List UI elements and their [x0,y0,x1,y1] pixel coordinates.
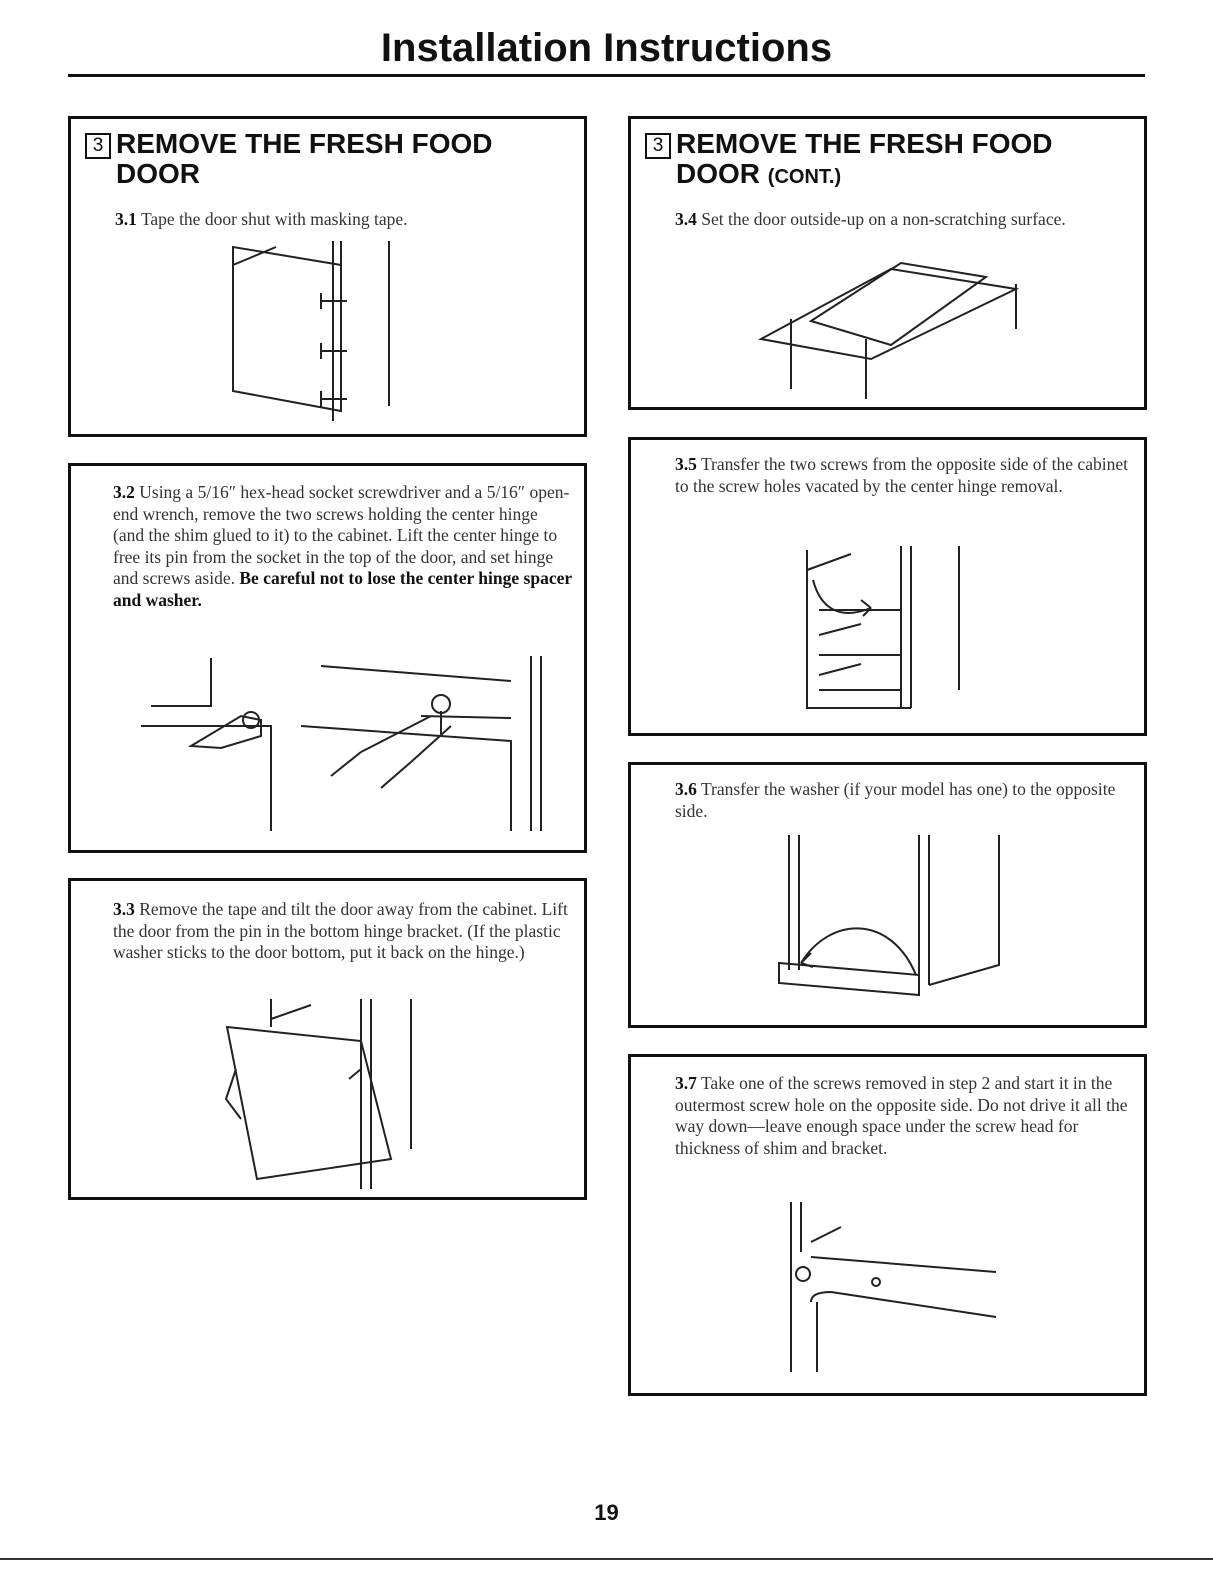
screw-transfer-illustration [801,540,1001,710]
door-tilted-illustration [221,999,441,1189]
panel-step-3-1 [68,116,587,437]
panel-step-3-7 [628,1054,1147,1396]
panel-step-3-6 [628,762,1147,1028]
panel-step-3-5 [628,437,1147,736]
panel-step-3-3 [68,878,587,1200]
step-text: Transfer the two screws from the opposite side of the cabinet to the screw holes vacated by the center hinge removal. [675,454,1128,496]
step-3-2 [113,482,573,611]
step-3-6 [675,779,1135,822]
step-number: 3.5 [675,454,697,474]
step-text: Remove the tape and tilt the door away from the cabinet. Lift the door from the pin in the bottom hinge bracket. (If the plastic washer sticks to the door bottom, put it back on the hinge.) [113,899,568,962]
step-number: 3.4 [675,209,697,229]
heading-line2: DOOR [116,158,200,189]
bottom-rule [0,1558,1213,1560]
step-badge: 3 [85,133,111,159]
step-badge: 3 [645,133,671,159]
section-heading-right [645,129,1052,192]
step-3-5 [675,454,1135,497]
step-text: Take one of the screws removed in step 2 and start it in the outermost screw hole on the opposite side. Do not drive it all the way down—leave enough space under the screw head for thickness of shim and bracket. [675,1073,1128,1158]
section-heading-left [85,129,492,189]
step-text: Tape the door shut with masking tape. [140,209,408,229]
heading-line1: REMOVE THE FRESH FOOD [676,128,1053,159]
heading-line2: DOOR [676,158,760,189]
page-number: 19 [594,1500,619,1525]
page-title: Installation Instructions [380,26,833,70]
step-text: Using a 5/16″ hex-head socket screwdriver and a 5/16″ open-end wrench, remove the two screws holding the center hinge (and the shim glued to it) to the cabinet. Lift the center hinge to free its pin from the socket in the top of the door, and set hinge and screws aside. [113,482,570,588]
heading-cont: (CONT.) [767,166,842,188]
step-warning: Be careful not to lose the center hinge spacer and washer. [113,568,572,610]
step-3-4 [675,209,1075,231]
title-rule [68,74,1145,77]
step-number: 3.2 [113,482,135,502]
step-number: 3.6 [675,779,697,799]
heading-line1: REMOVE THE FRESH FOOD [116,128,493,159]
door-taped-illustration [221,241,421,421]
center-hinge-illustration [111,656,551,836]
panel-step-3-4 [628,116,1147,410]
washer-transfer-illustration [771,835,1011,1010]
step-3-7 [675,1073,1135,1159]
step-number: 3.3 [113,899,135,919]
step-text: Transfer the washer (if your model has one) to the opposite side. [675,779,1116,821]
step-3-1 [115,209,575,231]
door-on-surface-illustration [751,249,1031,399]
panel-step-3-2 [68,463,587,853]
step-number: 3.1 [115,209,137,229]
step-3-3 [113,899,573,964]
step-text: Set the door outside-up on a non-scratching surface. [701,209,1066,229]
step-number: 3.7 [675,1073,697,1093]
screw-start-illustration [781,1202,1011,1372]
